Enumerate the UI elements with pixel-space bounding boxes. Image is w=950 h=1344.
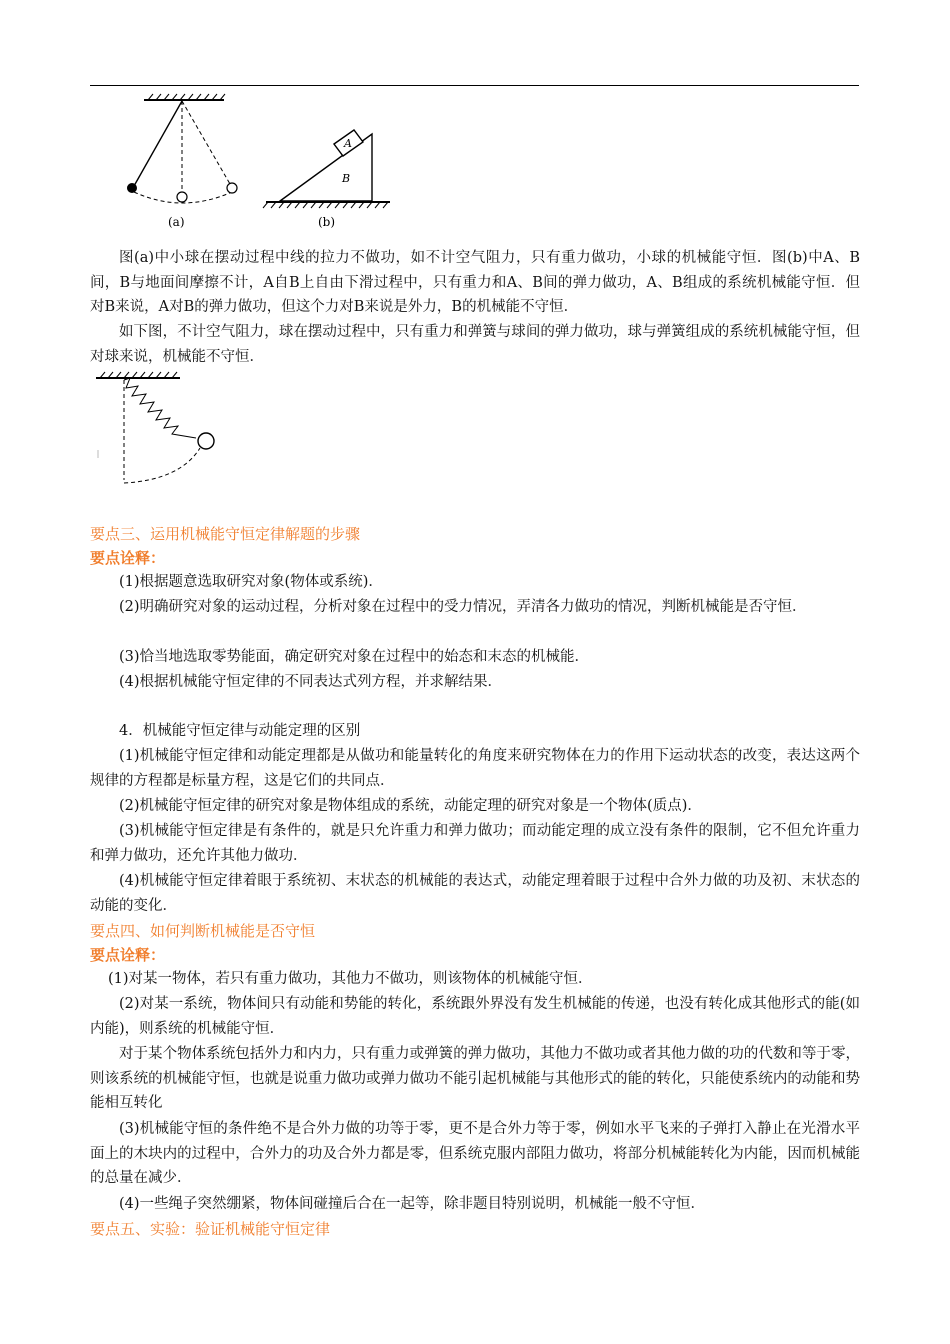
paragraph-pendulum-incline: 图(a)中小球在摆动过程中线的拉力不做功，如不计空气阻力，只有重力做功，小球的机械能守恒．图(b)中A、B间，B与地面间摩擦不计，A自B上自由下滑过程中，只有重力和A、B间的弹力做功，A、B组成的系统机械能守恒．但对B来说，A对B的弹力做功，但这个力对B来说是外力，B的机械能不守恒． [90,250,860,315]
section5-title: 要点五、实验：验证机械能守恒定律 [90,1220,331,1238]
subsection4-title: 4．机械能守恒定律与动能定理的区别 [119,723,361,739]
pendulum-figure-a [120,92,250,232]
subsection4-item-1: (1)机械能守恒定律和动能定理都是从做功和能量转化的角度来研究物体在力的作用下运动状态的改变，表达这两个规律的方程都是标量方程，这是它们的共同点． [90,748,860,789]
subsection4-item-2: (2)机械能守恒定律的研究对象是物体组成的系统，动能定理的研究对象是一个物体(质点)． [119,798,702,814]
section3-label: 要点诠释： [90,549,166,567]
section4-title: 要点四、如何判断机械能是否守恒 [90,922,316,940]
figure-a-label: (a) [168,215,185,229]
section3-item-4: (4)根据机械能守恒定律的不同表达式列方程，并求解结果． [119,674,503,690]
section4-item-3: 对于某个物体系统包括外力和内力，只有重力或弹簧的弹力做功，其他力不做功或者其他力做的功的代数和等于零，则该系统的机械能守恒，也就是说重力做功或弹力做功不能引起机械能与其他形式的能的转化，只能使系统内的动能和势能相互转化 [90,1046,860,1111]
spring-pendulum-figure [92,368,232,494]
section3-title: 要点三、运用机械能守恒定律解题的步骤 [90,525,361,543]
incline-figure-b [262,120,402,232]
section3-item-3: (3)恰当地选取零势能面，确定研究对象在过程中的始态和末态的机械能． [119,649,590,665]
section3-item-2: (2)明确研究对象的运动过程，分析对象在过程中的受力情况，弄清各力做功的情况，判断机械能是否守恒． [119,599,807,615]
paragraph-spring-pendulum: 如下图，不计空气阻力，球在摆动过程中，只有重力和弹簧与球间的弹力做功，球与弹簧组成的系统机械能守恒，但对球来说，机械能不守恒． [90,324,860,365]
subsection4-item-3: (3)机械能守恒定律是有条件的，就是只允许重力和弹力做功；而动能定理的成立没有条件的限制，它不但允许重力和弹力做功，还允许其他力做功． [90,823,860,864]
section3-item-1: (1)根据题意选取研究对象(物体或系统)． [119,574,383,590]
block-a-label: A [344,137,352,150]
figure-b-label: (b) [318,215,336,229]
block-b-label: B [342,172,351,185]
subsection4-item-4: (4)机械能守恒定律着眼于系统初、末状态的机械能的表达式，动能定理着眼于过程中合外力做的功及初、末状态的动能的变化． [90,873,860,914]
section4-item-4: (3)机械能守恒的条件绝不是合外力做的功等于零，更不是合外力等于零，例如水平飞来的子弹打入静止在光滑水平面上的木块内的过程中，合外力的功及合外力都是零，但系统克服内部阻力做功，将部分机械能转化为内能，因而机械能的总量在减少． [90,1121,860,1186]
header-rule [90,85,859,86]
section4-item-2: (2)对某一系统，物体间只有动能和势能的转化，系统跟外界没有发生机械能的传递，也没有转化成其他形式的能(如内能)，则系统的机械能守恒． [90,996,860,1037]
section4-label: 要点诠释： [90,946,166,964]
section4-item-1: (1)对某一物体，若只有重力做功，其他力不做功，则该物体的机械能守恒． [108,971,593,987]
section4-item-5: (4)一些绳子突然绷紧，物体间碰撞后合在一起等，除非题目特别说明，机械能一般不守恒． [119,1196,706,1212]
